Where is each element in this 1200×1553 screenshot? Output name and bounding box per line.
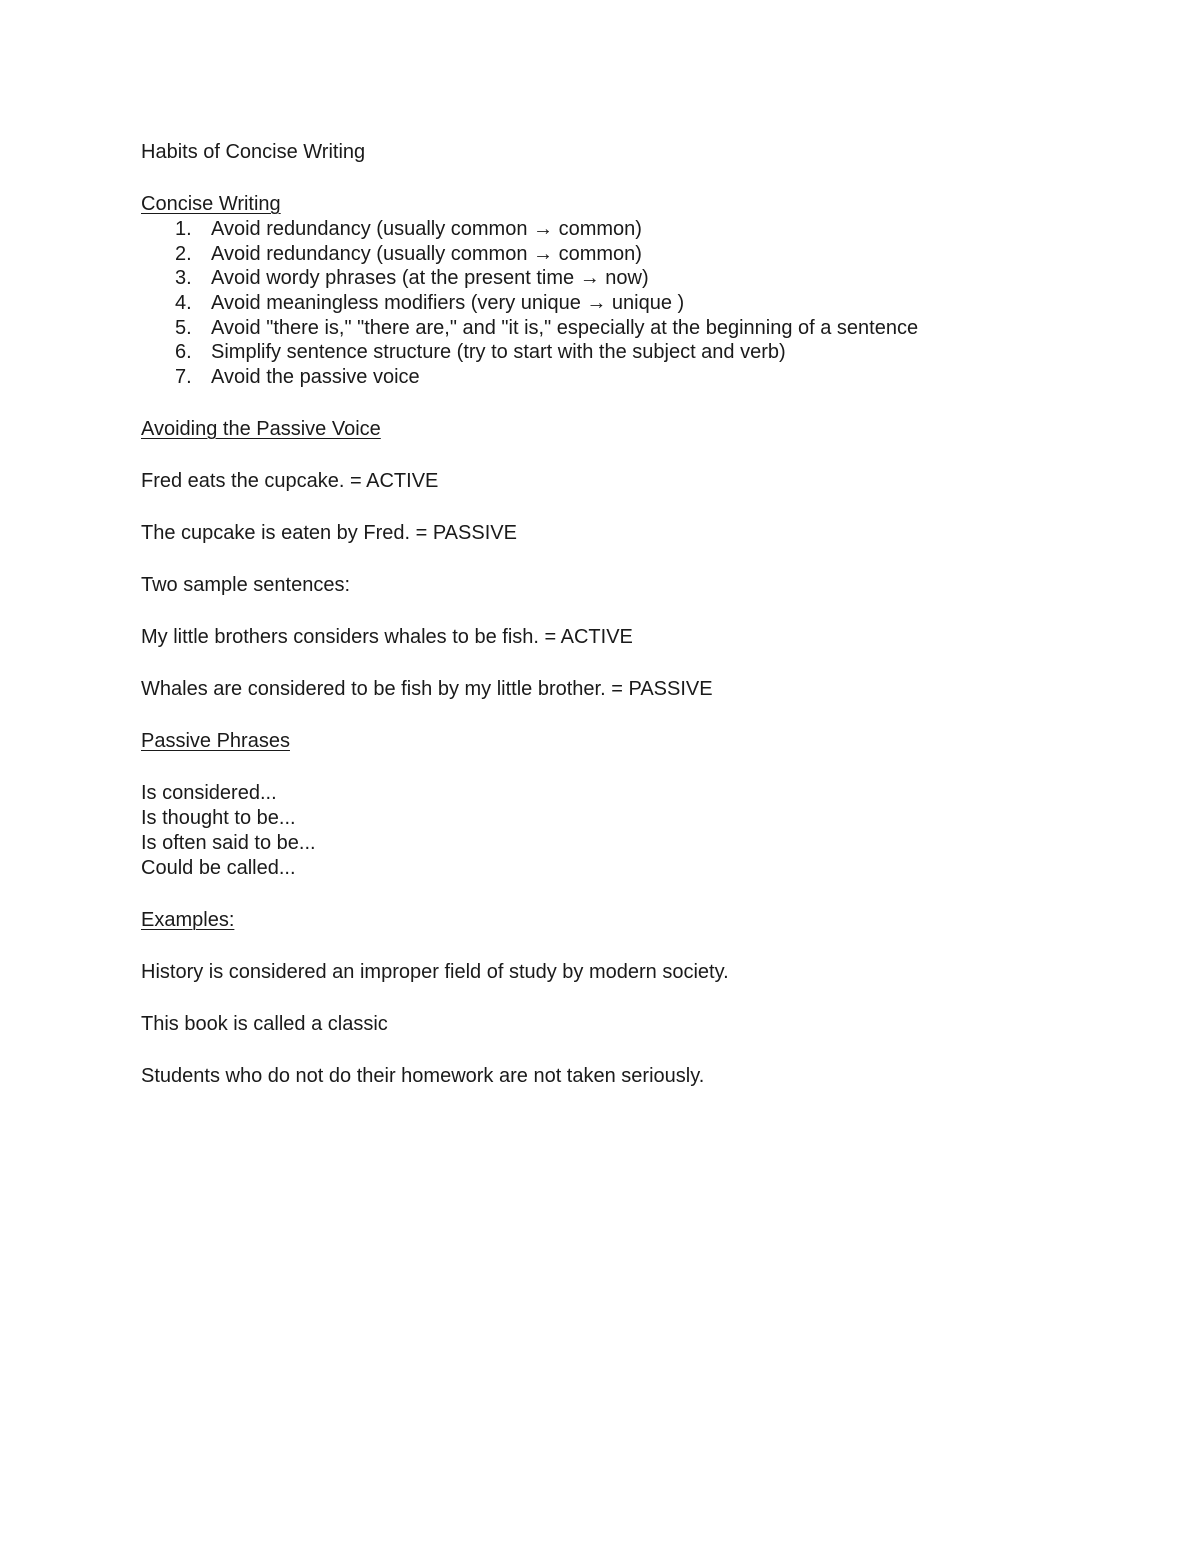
phrase-item: Could be called... <box>141 856 296 879</box>
list-text: Avoid meaningless modifiers (very unique → unique ) <box>211 292 685 315</box>
list-item <box>141 365 1141 390</box>
list-number: 3. <box>175 267 192 290</box>
spacer <box>141 754 1141 781</box>
samples-intro: Two sample sentences: <box>141 573 350 596</box>
list-item <box>141 266 1141 291</box>
list-item <box>141 291 1141 316</box>
spacer <box>141 985 1141 1012</box>
spacer <box>141 494 1141 521</box>
sample-active: My little brothers considers whales to be fish. = ACTIVE <box>141 625 633 648</box>
example-sentence: History is considered an improper field of study by modern society. <box>141 960 729 983</box>
document-page <box>141 140 1141 1089</box>
list-number: 2. <box>175 242 192 265</box>
list-number: 6. <box>175 341 192 364</box>
document-title: Habits of Concise Writing <box>141 141 366 163</box>
example-sentence: This book is called a classic <box>141 1012 388 1035</box>
phrase-item: Is thought to be... <box>141 806 296 829</box>
list-number: 4. <box>175 292 192 315</box>
active-example: Fred eats the cupcake. = ACTIVE <box>141 469 439 492</box>
spacer <box>141 165 1141 192</box>
phrase-item: Is considered... <box>141 781 277 804</box>
list-number: 1. <box>175 218 192 240</box>
list-item <box>141 316 1141 341</box>
passive-phrases-heading: Passive Phrases <box>141 729 290 752</box>
list-text: Avoid the passive voice <box>211 366 420 389</box>
spacer <box>141 1037 1141 1064</box>
list-text: Avoid wordy phrases (at the present time → now) <box>211 267 649 290</box>
spacer <box>141 390 1141 417</box>
spacer <box>141 881 1141 908</box>
spacer <box>141 702 1141 729</box>
list-item <box>141 242 1141 267</box>
concise-writing-list <box>141 217 1141 390</box>
list-number: 7. <box>175 366 192 389</box>
spacer <box>141 442 1141 469</box>
example-sentence: Students who do not do their homework are not taken seriously. <box>141 1064 705 1087</box>
list-number: 5. <box>175 316 192 339</box>
spacer <box>141 650 1141 677</box>
sample-passive: Whales are considered to be fish by my little brother. = PASSIVE <box>141 677 713 700</box>
passive-voice-heading: Avoiding the Passive Voice <box>141 417 381 440</box>
passive-example: The cupcake is eaten by Fred. = PASSIVE <box>141 521 517 544</box>
list-item <box>141 340 1141 365</box>
examples-heading: Examples: <box>141 908 235 931</box>
concise-writing-heading: Concise Writing <box>141 193 281 215</box>
phrase-item: Is often said to be... <box>141 831 316 854</box>
list-item <box>141 217 1141 242</box>
list-text: Avoid redundancy (usually common → common) <box>211 218 642 240</box>
spacer <box>141 598 1141 625</box>
list-text: Simplify sentence structure (try to start with the subject and verb) <box>211 341 786 364</box>
spacer <box>141 546 1141 573</box>
list-text: Avoid "there is," "there are," and "it is," especially at the beginning of a sentence <box>211 316 919 339</box>
list-text: Avoid redundancy (usually common → common) <box>211 242 642 265</box>
spacer <box>141 933 1141 960</box>
